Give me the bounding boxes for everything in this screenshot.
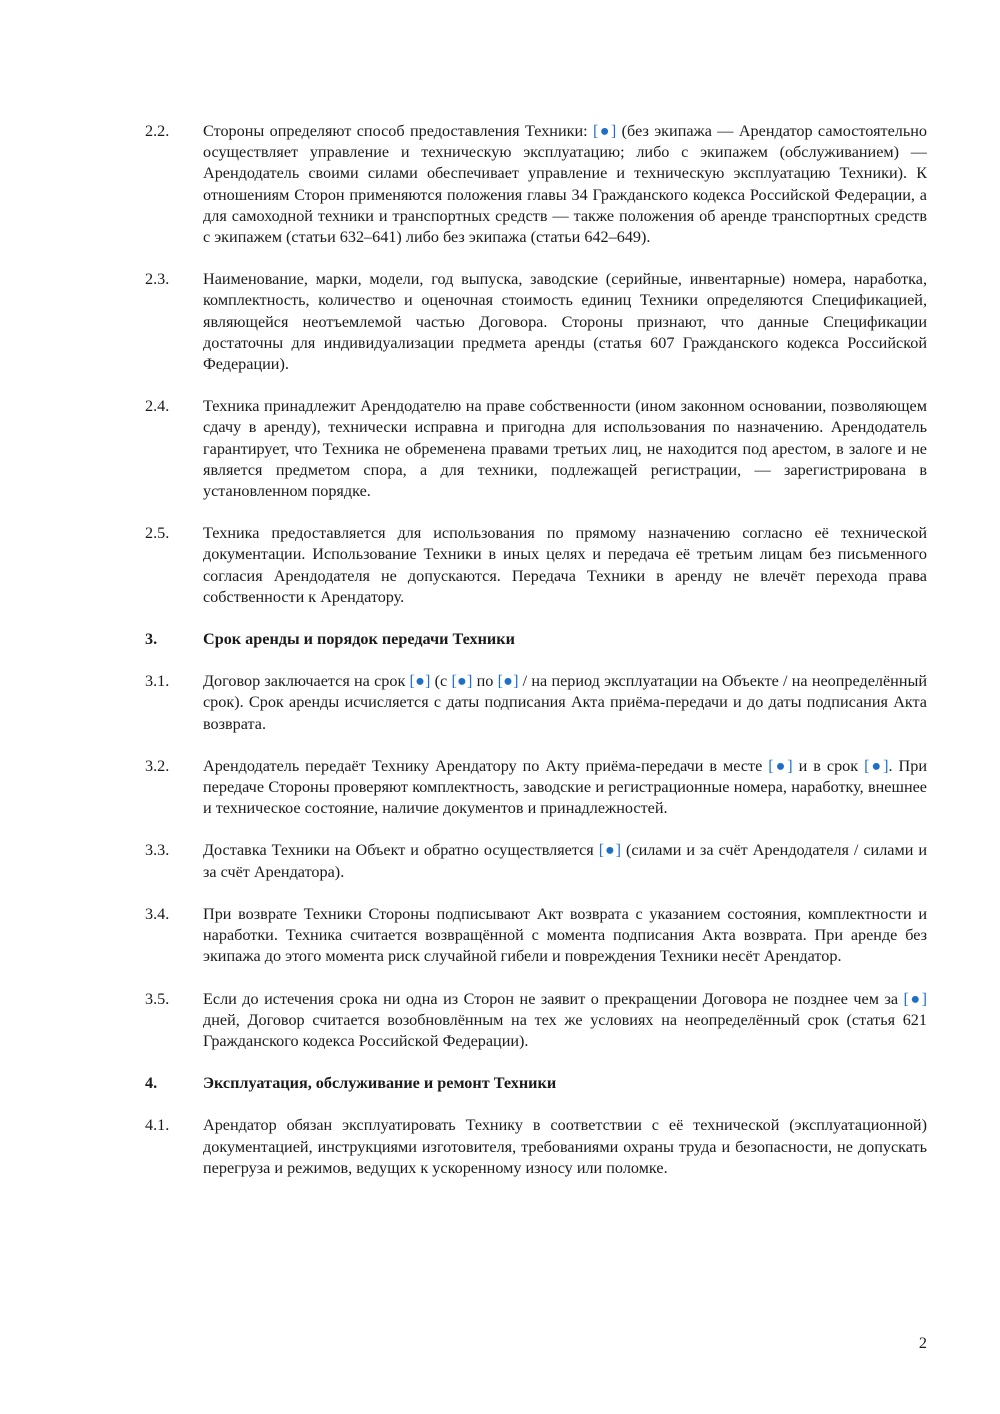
clause-number: 4.1. [145,1116,170,1135]
clause-text [203,904,927,968]
text-fragment: Арендодатель передаёт Технику Арендатору по Акту приёма-передачи в месте [203,756,769,775]
text-fragment: (с [430,672,452,691]
clause-number: 2.5. [145,524,170,543]
clause-text [203,1115,927,1179]
clause-text [203,671,927,735]
clause-number: 2.2. [145,122,170,140]
clause-text [203,840,927,882]
clause-number: 3.4. [145,904,170,923]
clause-number: 2.4. [145,397,170,416]
text-fragment: Техника предоставляется для использования по прямому назначению согласно её технической документации. Использование Техники в иных целях и передача её третьим лицам без письменного согласия Арендодателя не допускаются. Передача Техники в аренду не влечёт перехода права собственности к Арендатору. [203,524,927,606]
text-fragment: Стороны определяют способ предоставления Техники: [203,122,594,140]
section-number: 4. [145,1074,158,1093]
clause [145,523,927,608]
clause-number: 2.3. [145,270,170,289]
placeholder-field: [●] [497,672,519,691]
clause-text [203,756,927,820]
clause-number: 3.2. [145,756,170,775]
clause-number: 3.5. [145,989,170,1008]
clause-number: 3.3. [145,841,170,860]
clause [145,671,927,735]
clause [145,269,927,375]
text-fragment: Срок аренды и порядок передачи Техники [203,630,515,649]
text-fragment: (без экипажа — Арендатор самостоятельно осуществляет управление и техническую эксплуатацию; либо с экипажем (обслуживанием) — Арендодатель своими силами обеспечивает управление и техническую эксплуатацию Техники). К отношениям Сторон применяются положения главы 34 Гражданского кодекса Российской Федерации, а для самоходной техники и транспортных средств — также положения об аренде транспортных средств с экипажем (статьи 632–641) либо без экипажа (статьи 642–649). [203,122,927,247]
clause [145,840,927,882]
text-fragment: Арендатор обязан эксплуатировать Технику в соответствии с её технической (эксплуатационной) документацией, инструкциями изготовителя, требованиями охраны труда и безопасности, не допускать перегруза и режимов, ведущих к ускоренному износу или поломке. [203,1116,927,1177]
placeholder-field: [●] [768,756,793,775]
section-title [203,629,927,650]
page-number: 2 [918,1334,927,1352]
placeholder-field: [●] [451,672,473,691]
text-fragment: Если до истечения срока ни одна из Сторон не заявит о прекращении Договора не позднее чем за [203,989,904,1008]
text-fragment: Договор заключается на срок [203,672,410,691]
contract-body [145,121,927,1200]
text-fragment: . При передаче Стороны проверяют комплектность, заводские и регистрационные номера, наработку, внешнее и техническое состояние, наличие документов и принадлежностей. [203,756,927,818]
text-fragment: по [472,672,498,691]
section-title [203,1073,927,1094]
placeholder-field: [●] [409,672,431,691]
clause-text [203,121,927,248]
placeholder-field: [●] [598,841,622,860]
clause [145,396,927,502]
clause [145,989,927,1053]
text-fragment: При возврате Техники Стороны подписывают Акт возврата с указанием состояния, комплектности и наработки. Техника считается возвращённой с момента подписания Акта возврата. При аренде без экипажа до этого момента риск случайной гибели и повреждения Техники несёт Арендатор. [203,904,927,966]
placeholder-field: [●] [903,989,927,1008]
text-fragment: Эксплуатация, обслуживание и ремонт Техники [203,1074,557,1093]
clause [145,1115,927,1179]
clause-text [203,269,927,375]
clause [145,121,927,248]
text-fragment: и в срок [792,756,865,775]
clause [145,756,927,820]
clause-text [203,396,927,502]
text-fragment: Наименование, марки, модели, год выпуска, заводские (серийные, инвентарные) номера, наработка, комплектность, количество и оценочная стоимость единиц Техники определяются Спецификацией, являющейся неотъемлемой частью Договора. Стороны признают, что данные Спецификации достаточны для индивидуализации предмета аренды (статья 607 Гражданского кодекса Российской Федерации). [203,270,927,374]
text-fragment: Доставка Техники на Объект и обратно осуществляется [203,841,599,860]
clause [145,904,927,968]
text-fragment: (силами и за счёт Арендодателя / силами и за счёт Арендатора). [203,841,927,881]
placeholder-field: [●] [593,122,617,140]
clause-text [203,989,927,1053]
section-heading [145,629,927,650]
text-fragment: Техника принадлежит Арендодателю на праве собственности (ином законном основании, позволяющем сдачу в аренду), технически исправна и пригодна для использования по назначению. Арендодатель гарантирует, что Техника не обременена правами третьих лиц, не находится под арестом, в залоге и не является предметом спора, а для техники, подлежащей регистрации, — зарегистрирована в установленном порядке. [203,397,927,501]
text-fragment: / на период эксплуатации на Объекте / на неопределённый срок). Срок аренды исчисляется с даты подписания Акта приёма-передачи и до даты подписания Акта возврата. [203,672,928,733]
placeholder-field: [●] [864,756,889,775]
clause-number: 3.1. [145,672,170,691]
section-heading [145,1073,927,1094]
clause-text [203,523,927,608]
section-number: 3. [145,630,158,649]
text-fragment: дней, Договор считается возобновлённым на тех же условиях на неопределённый срок (статья 621 Гражданского кодекса Российской Федерации). [203,1010,927,1050]
